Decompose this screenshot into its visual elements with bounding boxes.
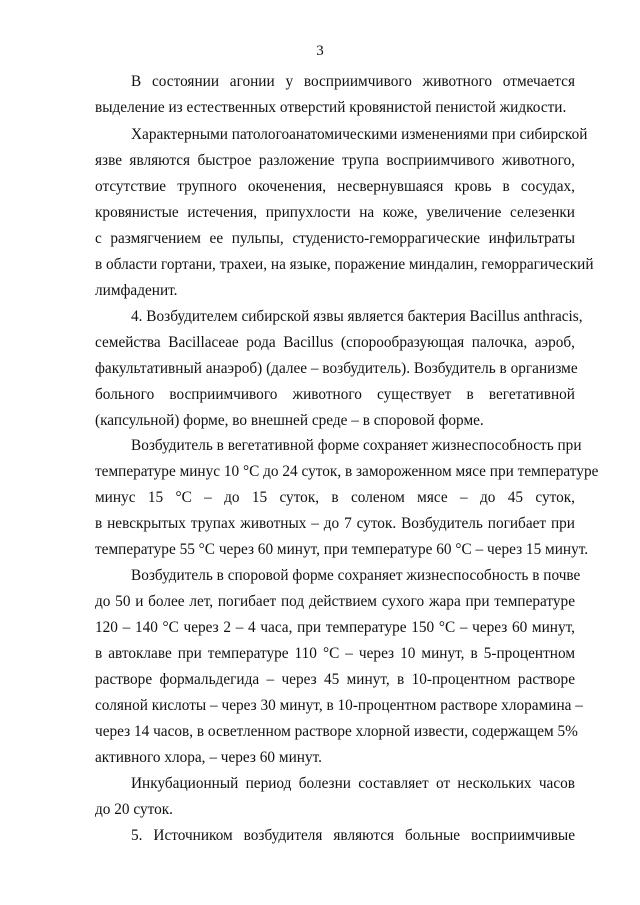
text-line: растворе формальдегида – через 45 минут, в 10-процентном растворе bbox=[95, 671, 575, 688]
paragraph-incubation-period bbox=[95, 771, 575, 823]
text-line: лимфаденит. bbox=[95, 282, 178, 299]
text-line: факультативный анаэроб) (далее – возбудитель). Возбудитель в организме bbox=[95, 360, 578, 377]
text-line: температуре минус 10 °С до 24 суток, в замороженном мясе при температуре bbox=[95, 463, 599, 480]
paragraph-spore-form bbox=[95, 563, 583, 771]
text-line: (капсульной) форме, во внешней среде – в споровой форме. bbox=[95, 412, 484, 429]
text-line: Характерными патологоанатомическими изменениями при сибирской bbox=[131, 126, 588, 143]
text-line: через 14 часов, в осветленном растворе хлорной извести, содержащем 5% bbox=[95, 723, 578, 740]
text-line: 5. Источником возбудителя являются больные восприимчивые bbox=[131, 827, 575, 844]
text-line: больного восприимчивого животного существует в вегетативной bbox=[95, 386, 575, 403]
text-line: кровянистые истечения, припухлости на коже, увеличение селезенки bbox=[95, 204, 575, 221]
text-line: выделение из естественных отверстий кровянистой пенистой жидкости. bbox=[95, 99, 567, 116]
text-line: активного хлора, – через 60 минут. bbox=[95, 749, 322, 766]
text-line: в автоклаве при температуре 110 °С – через 10 минут, в 5-процентном bbox=[95, 645, 575, 662]
text-line: семейства Bacillaceae рода Bacillus (спорообразующая палочка, аэроб, bbox=[95, 334, 575, 351]
page-number: 3 bbox=[316, 43, 324, 59]
text-line: 120 – 140 °С через 2 – 4 часа, при температуре 150 °С – через 60 минут, bbox=[95, 619, 575, 636]
text-line: 4. Возбудителем сибирской язвы является бактерия Bacillus anthracis, bbox=[131, 308, 583, 325]
text-line: Возбудитель в вегетативной форме сохраняет жизнеспособность при bbox=[131, 437, 582, 454]
paragraph-source-of-pathogen bbox=[95, 823, 575, 849]
paragraph-vegetative-form bbox=[95, 433, 599, 563]
paragraph-agony-symptoms bbox=[95, 69, 575, 121]
text-line: в невскрытых трупах животных – до 7 суток. Возбудитель погибает при bbox=[95, 515, 575, 532]
text-line: минус 15 °С – до 15 суток, в соленом мясе – до 45 суток, bbox=[95, 489, 575, 506]
text-line: Инкубационный период болезни составляет от нескольких часов bbox=[131, 775, 575, 792]
text-line: отсутствие трупного окоченения, несвернувшаяся кровь в сосудах, bbox=[95, 178, 575, 195]
text-line: язве являются быстрое разложение трупа восприимчивого животного, bbox=[95, 152, 575, 169]
text-line: в области гортани, трахеи, на языке, поражение миндалин, геморрагический bbox=[95, 256, 594, 273]
text-line: температуре 55 °С через 60 минут, при температуре 60 °С – через 15 минут. bbox=[95, 541, 589, 558]
text-line: с размягчением ее пульпы, студенисто-геморрагические инфильтраты bbox=[95, 230, 575, 247]
text-line: В состоянии агонии у восприимчивого животного отмечается bbox=[131, 73, 575, 90]
text-line: до 20 суток. bbox=[95, 801, 174, 818]
text-line: до 50 и более лет, погибает под действием сухого жара при температуре bbox=[95, 593, 575, 610]
text-line: соляной кислоты – через 30 минут, в 10-процентном растворе хлорамина – bbox=[95, 697, 583, 714]
paragraph-pathology-changes bbox=[95, 122, 594, 304]
text-line: Возбудитель в споровой форме сохраняет жизнеспособность в почве bbox=[131, 567, 581, 584]
paragraph-pathogen-description bbox=[95, 304, 583, 434]
